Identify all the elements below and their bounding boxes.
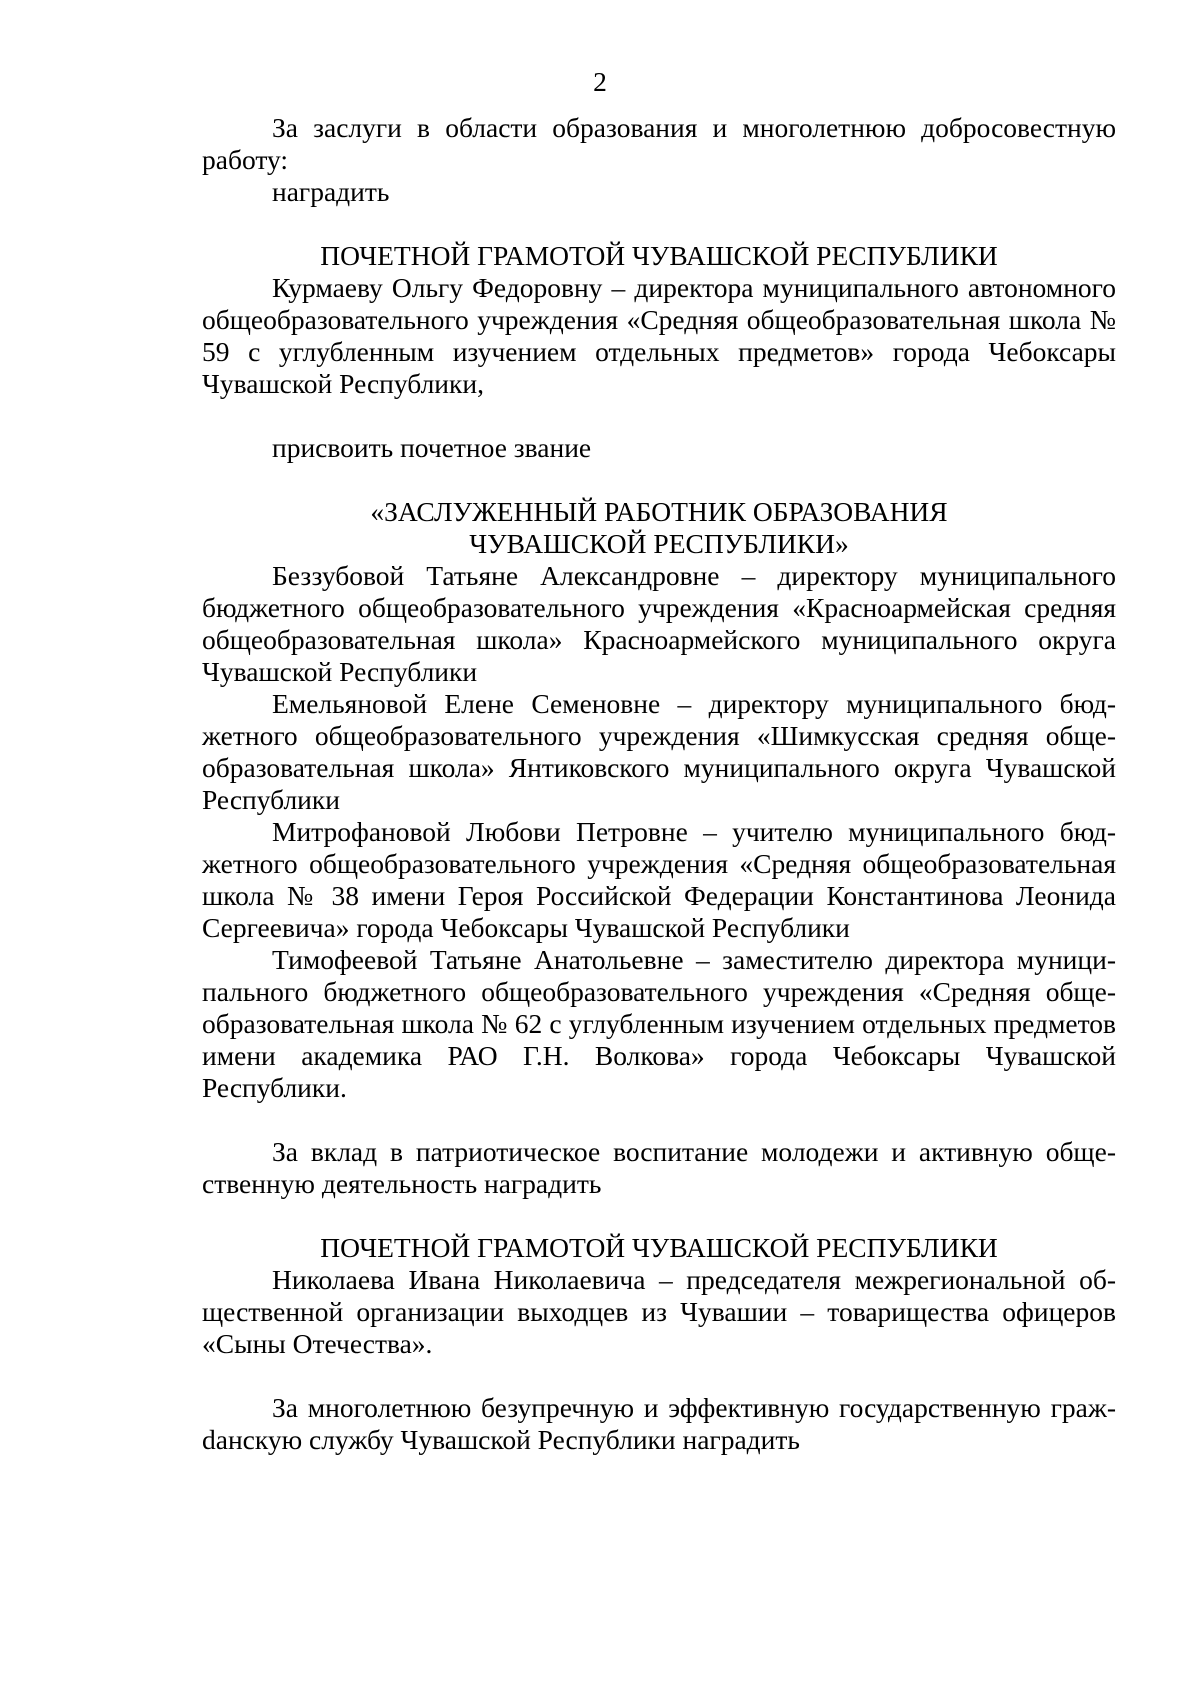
paragraph-spacer <box>202 1200 1116 1232</box>
paragraph: Николаева Ивана Николаевича – председателя межрегиональной общественной организации выходцев из Чувашии – товарищества офицеров «Сыны Отечества». <box>202 1264 1116 1359</box>
paragraph: Митрофановой Любови Петровне – учителю муниципального бюджетного общеобразовательного учреждения «Средняя общеобразовательная школа № 38 имени Героя Российской Федерации Константинова Леонида Сергеевича» города Чебоксары Чувашской Республики <box>202 816 1116 943</box>
section-heading <box>202 496 1116 560</box>
heading-line: ПОЧЕТНОЙ ГРАМОТОЙ ЧУВАШСКОЙ РЕСПУБЛИКИ <box>320 1232 998 1263</box>
paragraph: Беззубовой Татьяне Александровне – директору муниципального бюджетного общеобразовательного учреждения «Красноармейская средняя общеобразовательная школа» Красноармейского муниципального округа Чувашской Республики <box>202 560 1116 687</box>
paragraph: Тимофеевой Татьяне Анатольевне – заместителю директора муниципального бюджетного общеобразовательного учреждения «Средняя общеобразовательная школа № 62 с углубленным изучением отдельных предметов имени академика РАО Г.Н. Волкова» города Чебоксары Чувашской Республики. <box>202 944 1116 1103</box>
paragraph: присвоить почетное звание <box>272 432 592 463</box>
paragraph: наградить <box>272 176 390 207</box>
section-heading <box>202 1232 1116 1264</box>
heading-line: ЧУВАШСКОЙ РЕСПУБЛИКИ» <box>469 528 849 559</box>
paragraph: Курмаеву Ольгу Федоровну – директора муниципального автономного общеобразовательного учреждения «Средняя общеобразовательная школа № 59 с углубленным изучением отдельных предметов» города Чебоксары Чувашской Республики, <box>202 272 1116 399</box>
paragraph-spacer <box>202 1360 1116 1392</box>
paragraph: За заслуги в области образования и многолетнюю добросовестную работу: <box>202 112 1116 175</box>
heading-line: «ЗАСЛУЖЕННЫЙ РАБОТНИК ОБРАЗОВАНИЯ <box>370 496 948 527</box>
paragraph-spacer <box>202 400 1116 432</box>
document-body <box>202 112 1116 1456</box>
heading-line: ПОЧЕТНОЙ ГРАМОТОЙ ЧУВАШСКОЙ РЕСПУБЛИКИ <box>320 240 998 271</box>
paragraph-spacer <box>202 464 1116 496</box>
paragraph: За вклад в патриотическое воспитание молодежи и активную общественную деятельность наградить <box>202 1136 1116 1199</box>
paragraph: За многолетнюю безупречную и эффективную государственную гражdанскую службу Чувашской Республики наградить <box>202 1392 1116 1455</box>
paragraph-spacer <box>202 208 1116 240</box>
section-heading <box>202 240 1116 272</box>
paragraph-spacer <box>202 1104 1116 1136</box>
paragraph: Емельяновой Елене Семеновне – директору муниципального бюджетного общеобразовательного учреждения «Шимкусская средняя общеобразовательная школа» Янтиковского муниципального округа Чувашской Республики <box>202 688 1116 815</box>
page-number: 2 <box>593 66 607 97</box>
